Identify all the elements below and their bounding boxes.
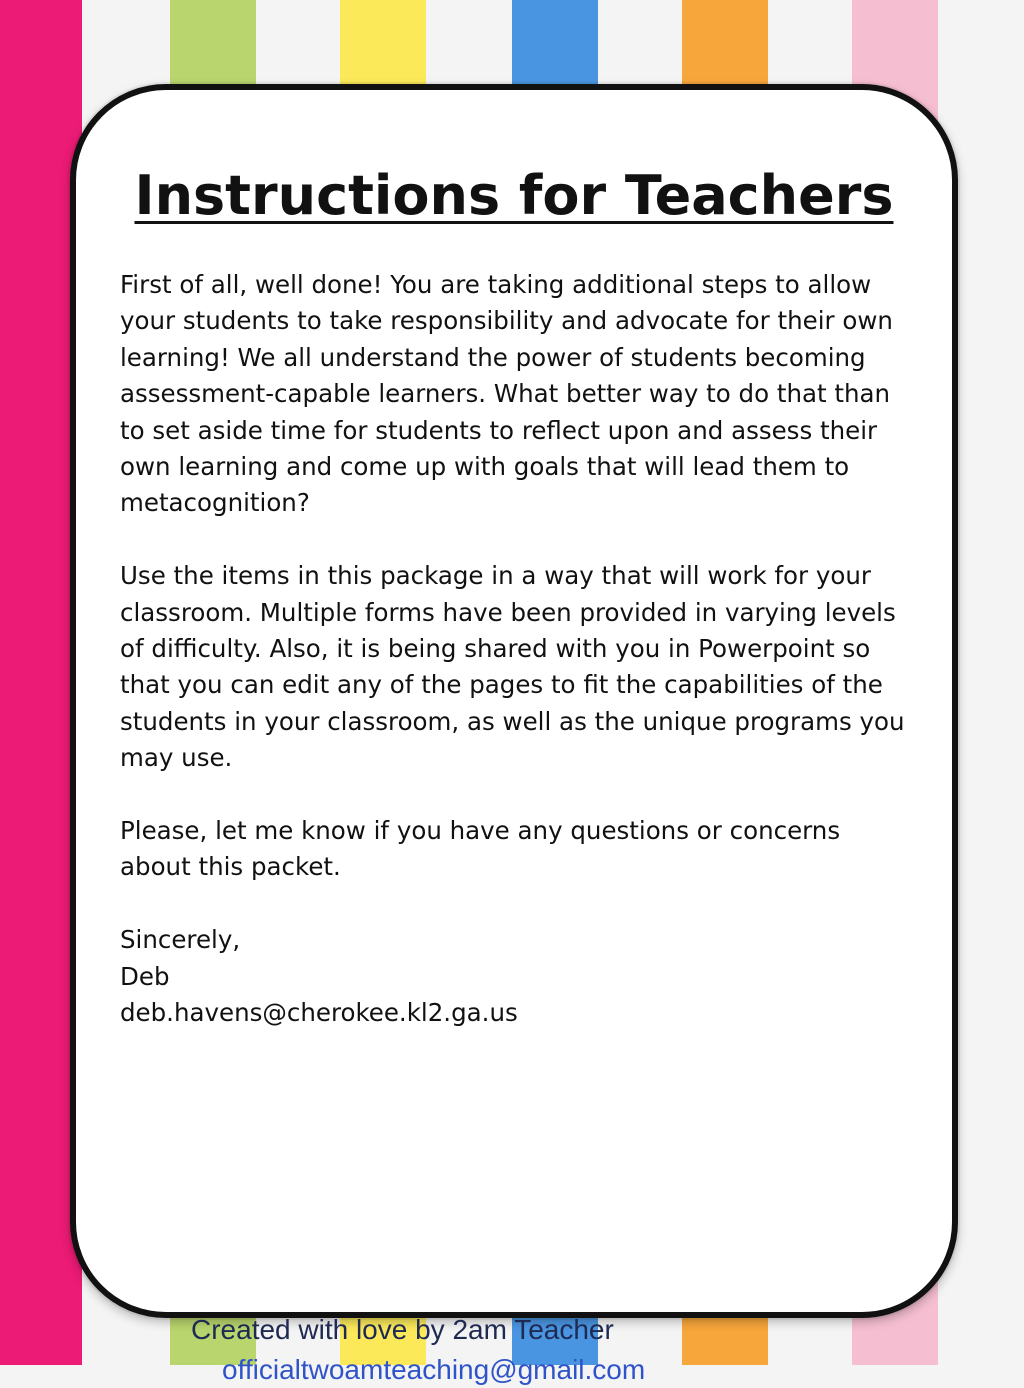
signature-name: Deb (120, 961, 170, 991)
signature-email: deb.havens@cherokee.kl2.ga.us (120, 998, 518, 1028)
paragraph-gap (120, 777, 910, 813)
paragraph-gap (120, 886, 910, 922)
paragraph-usage: Use the items in this package in a way that will work for your classroom. Multiple forms have been provided in varying levels of difficulty. Also, it is being shared with you in Powerpoint so that you can edit any of the pages to fit the capabilities of the students in your classroom, as well as the unique programs you may use. (120, 561, 905, 773)
letter-body (120, 267, 910, 1031)
footer-email-link[interactable]: officialtwoamteaching@gmail.com (222, 1354, 646, 1385)
paragraph-gap (120, 522, 910, 558)
paragraph-intro: First of all, well done! You are taking additional steps to allow your students to take responsibility and advocate for their own learning! We all understand the power of students becoming assessment-capable learners. What better way to do that than to set aside time for students to reflect upon and assess their own learning and come up with goals that will lead them to metacognition? (120, 270, 893, 518)
page-title: Instructions for Teachers (134, 164, 894, 227)
footer-credit: Created with love by 2am Teacher (191, 1314, 614, 1345)
paragraph-contact: Please, let me know if you have any questions or concerns about this packet. (120, 816, 841, 882)
signature-closing: Sincerely, (120, 925, 241, 955)
